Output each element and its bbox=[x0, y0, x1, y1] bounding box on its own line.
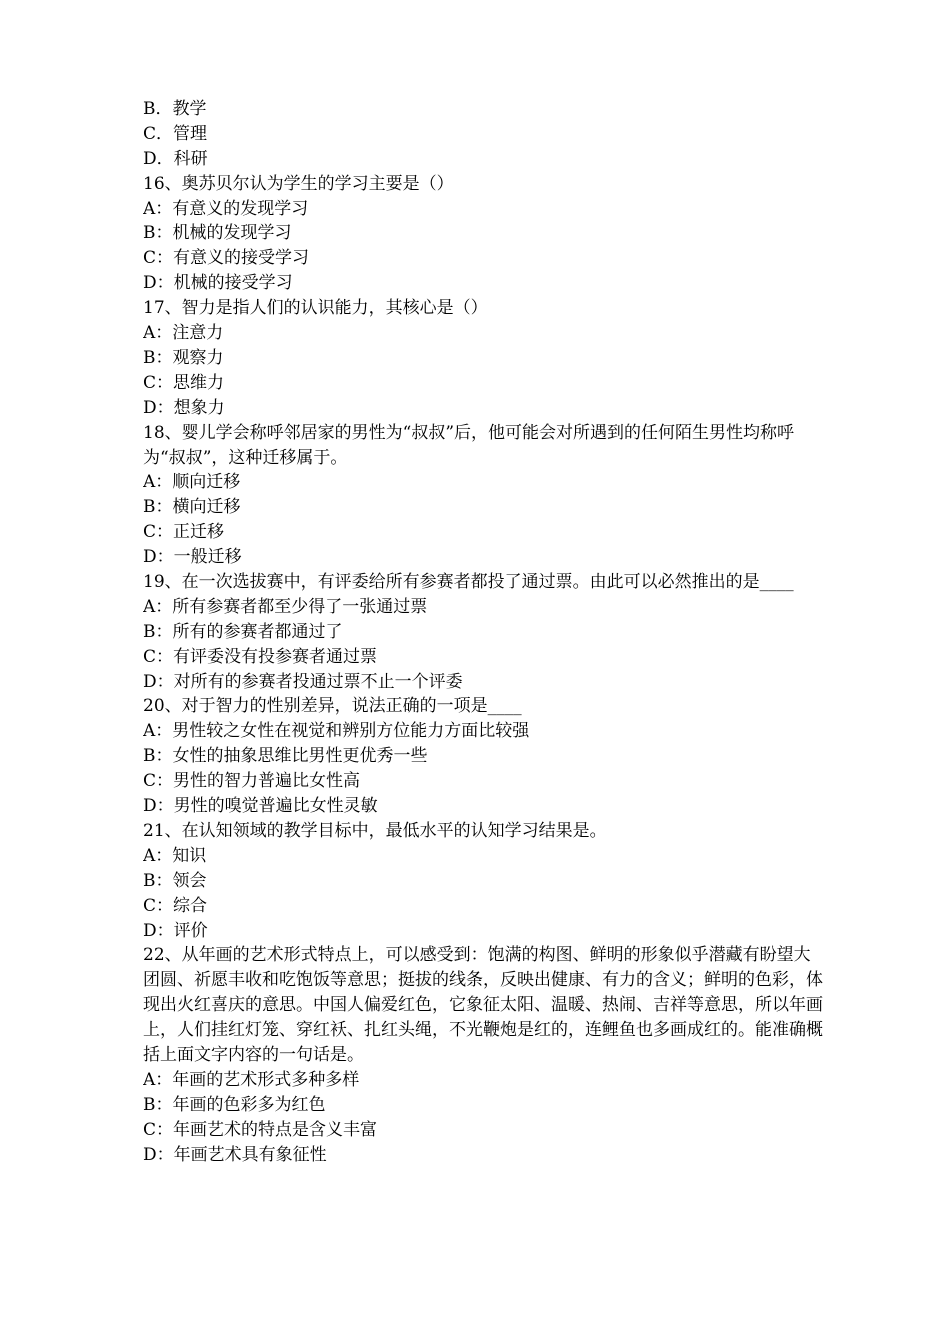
question-stem: 18、婴儿学会称呼邻居家的男性为“叔叔”后，他可能会对所遇到的任何陌生男性均称呼为“叔叔”，这种迁移属于。 bbox=[143, 422, 795, 468]
option-line: D：一般迁移 bbox=[143, 547, 242, 568]
option-line: D：对所有的参赛者投通过票不止一个评委 bbox=[143, 671, 463, 692]
option-line: C．管理 bbox=[143, 123, 208, 144]
option-line: D：评价 bbox=[143, 920, 208, 941]
option-line: D：想象力 bbox=[143, 397, 225, 418]
question-18 bbox=[143, 421, 823, 570]
question-16 bbox=[143, 172, 823, 296]
question-20 bbox=[143, 694, 823, 818]
option-line: C：综合 bbox=[143, 895, 208, 916]
question-stem: 19、在一次选拔赛中，有评委给所有参赛者都投了通过票。由此可以必然推出的是____ bbox=[143, 571, 794, 592]
option-line: C：男性的智力普遍比女性高 bbox=[143, 771, 361, 792]
option-line: C：年画艺术的特点是含义丰富 bbox=[143, 1119, 378, 1140]
option-line: B：机械的发现学习 bbox=[143, 223, 292, 244]
option-line: C：正迁移 bbox=[143, 522, 225, 543]
option-line: A：注意力 bbox=[143, 323, 224, 344]
option-line: C：有意义的接受学习 bbox=[143, 248, 310, 269]
option-line: B：所有的参赛者都通过了 bbox=[143, 621, 343, 642]
option-line: B．教学 bbox=[143, 99, 207, 119]
question-stem: 16、奥苏贝尔认为学生的学习主要是（） bbox=[143, 173, 454, 194]
question-21 bbox=[143, 819, 823, 943]
option-line: A：所有参赛者都至少得了一张通过票 bbox=[143, 596, 428, 617]
option-line: B：女性的抽象思维比男性更优秀一些 bbox=[143, 746, 428, 767]
option-line: B：领会 bbox=[143, 870, 207, 891]
option-line: D：年画艺术具有象征性 bbox=[143, 1144, 327, 1165]
question-stem: 20、对于智力的性别差异，说法正确的一项是____ bbox=[143, 696, 522, 717]
option-line: A：年画的艺术形式多种多样 bbox=[143, 1069, 360, 1090]
document-page bbox=[143, 97, 823, 1167]
option-line: A：男性较之女性在视觉和辨别方位能力方面比较强 bbox=[143, 721, 530, 742]
option-line: D：机械的接受学习 bbox=[143, 273, 293, 294]
question-17 bbox=[143, 296, 823, 420]
option-line: C：思维力 bbox=[143, 372, 225, 393]
option-line: A：知识 bbox=[143, 845, 207, 866]
option-line: B：年画的色彩多为红色 bbox=[143, 1094, 326, 1115]
question-22 bbox=[143, 943, 823, 1167]
option-line: D：男性的嗅觉普遍比女性灵敏 bbox=[143, 796, 378, 817]
option-line: A：有意义的发现学习 bbox=[143, 198, 309, 219]
option-line: A：顺向迁移 bbox=[143, 472, 241, 493]
option-line: B：观察力 bbox=[143, 347, 224, 368]
option-line: C：有评委没有投参赛者通过票 bbox=[143, 646, 378, 667]
question-stem: 22、从年画的艺术形式特点上，可以感受到：饱满的构图、鲜明的形象似乎潜藏有盼望大团圆、祈愿丰收和吃饱饭等意思；挺拔的线条，反映出健康、有力的含义；鲜明的色彩，体现出火红喜庆的意思。中国人偏爱红色，它象征太阳、温暖、热闹、吉祥等意思，所以年画上，人们挂红灯笼、穿红袄、扎红头绳，不光鞭炮是红的，连鲤鱼也多画成红的。能准确概括上面文字内容的一句话是。 bbox=[143, 945, 823, 1066]
option-line: B：横向迁移 bbox=[143, 497, 241, 518]
question-stem: 21、在认知领域的教学目标中，最低水平的认知学习结果是。 bbox=[143, 820, 607, 841]
option-line: D．科研 bbox=[143, 148, 208, 169]
question-stem: 17、智力是指人们的认识能力，其核心是（） bbox=[143, 298, 488, 319]
question-19 bbox=[143, 570, 823, 694]
previous-question-options bbox=[143, 97, 823, 172]
